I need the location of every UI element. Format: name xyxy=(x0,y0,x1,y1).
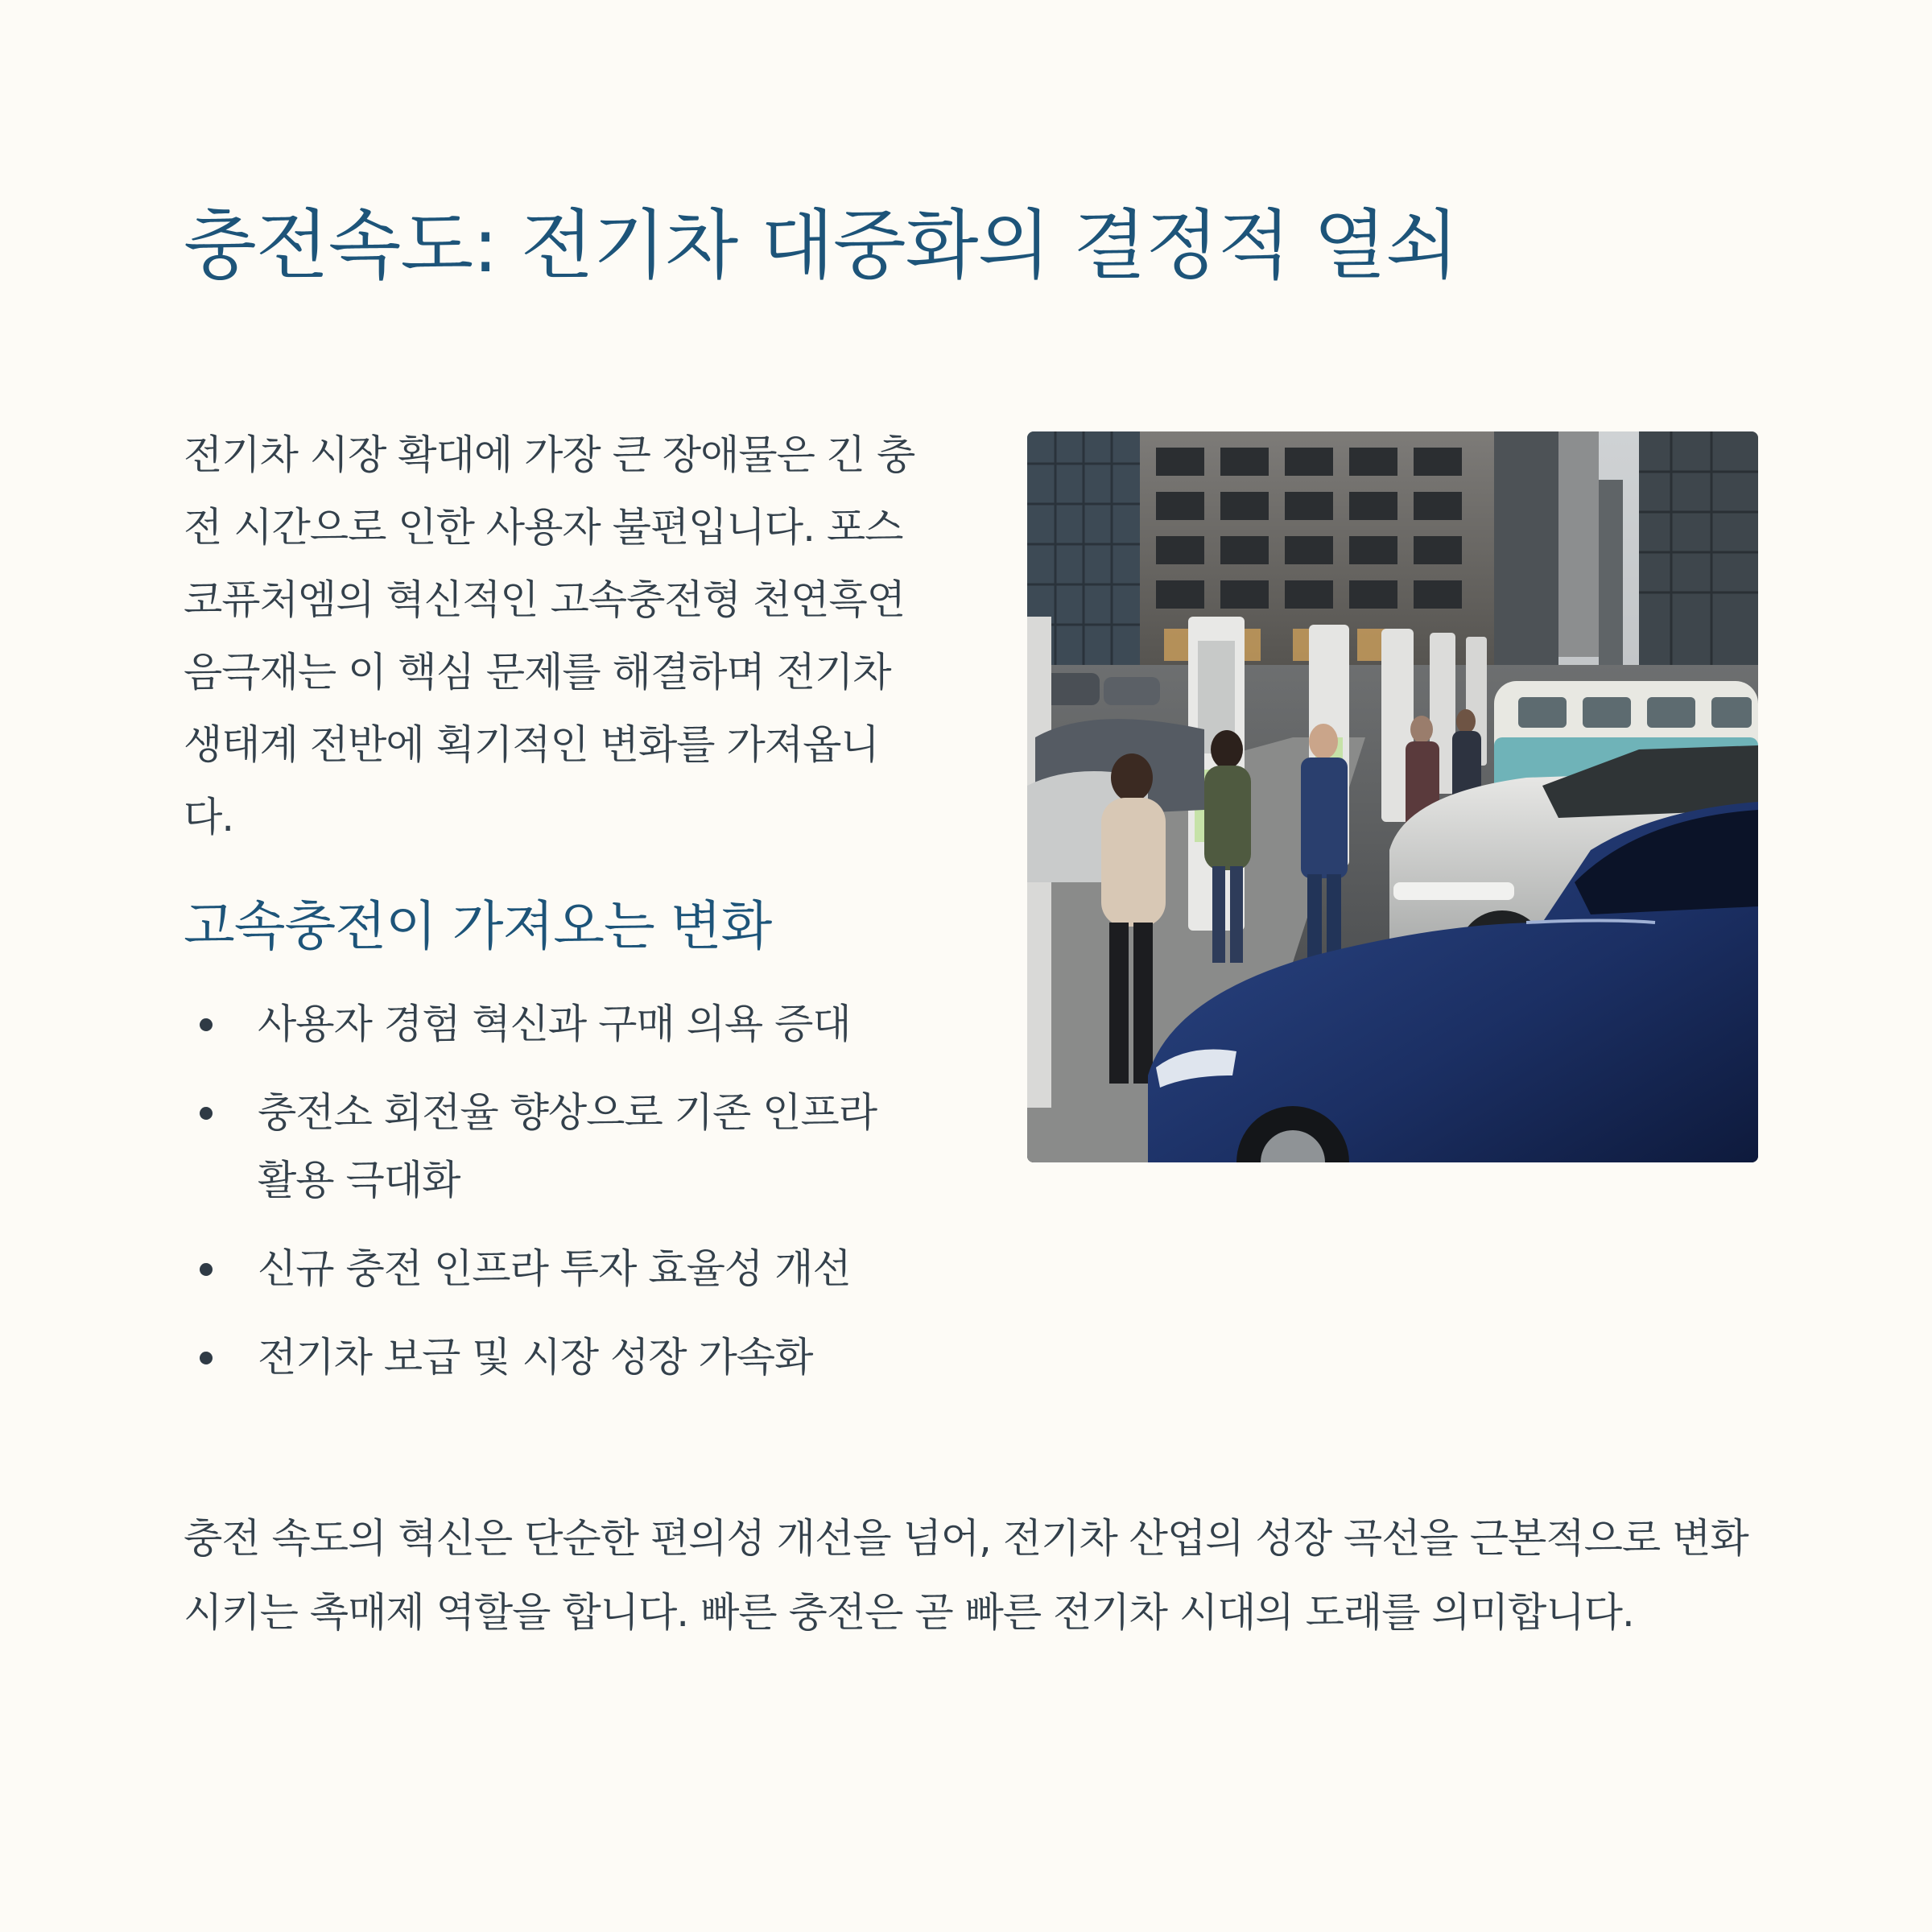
section-subheading: 고속충전이 가져오는 변화 xyxy=(184,895,772,957)
list-item xyxy=(184,1079,924,1214)
bullet-icon xyxy=(200,1107,213,1120)
ev-charging-station-photo xyxy=(1027,431,1758,1162)
page-title: 충전속도: 전기차 대중화의 결정적 열쇠 xyxy=(184,202,1459,290)
intro-paragraph: 전기차 시장 확대에 가장 큰 장애물은 긴 충전 시간으로 인한 사용자 불편입니다. 포스코퓨처엠의 혁신적인 고속충전형 천연흑연 음극재는 이 핵심 문제를 해결하며 전기차 생태계 전반에 획기적인 변화를 가져옵니다. xyxy=(184,431,915,840)
list-item-text: 충전소 회전율 향상으로 기존 인프라 활용 극대화 xyxy=(258,1088,877,1203)
list-item-text: 전기차 보급 및 시장 성장 가속화 xyxy=(258,1333,813,1381)
bullet-icon xyxy=(200,1018,213,1031)
list-item xyxy=(184,990,924,1058)
photo-illustration xyxy=(1027,431,1758,1162)
list-item-text: 사용자 경험 혁신과 구매 의욕 증대 xyxy=(258,1000,851,1047)
list-item-text: 신규 충전 인프라 투자 효율성 개선 xyxy=(258,1245,851,1292)
bullet-icon xyxy=(200,1352,213,1364)
left-column xyxy=(184,419,924,1412)
benefit-list xyxy=(184,990,924,1391)
closing-paragraph: 충전 속도의 혁신은 단순한 편의성 개선을 넘어, 전기차 산업의 성장 곡선을 근본적으로 변화시키는 촉매제 역할을 합니다. 빠른 충전은 곧 빠른 전기차 시대의 도래를 의미합니다. xyxy=(184,1515,1748,1636)
list-item xyxy=(184,1323,924,1391)
bullet-icon xyxy=(200,1263,213,1276)
list-item xyxy=(184,1235,924,1302)
